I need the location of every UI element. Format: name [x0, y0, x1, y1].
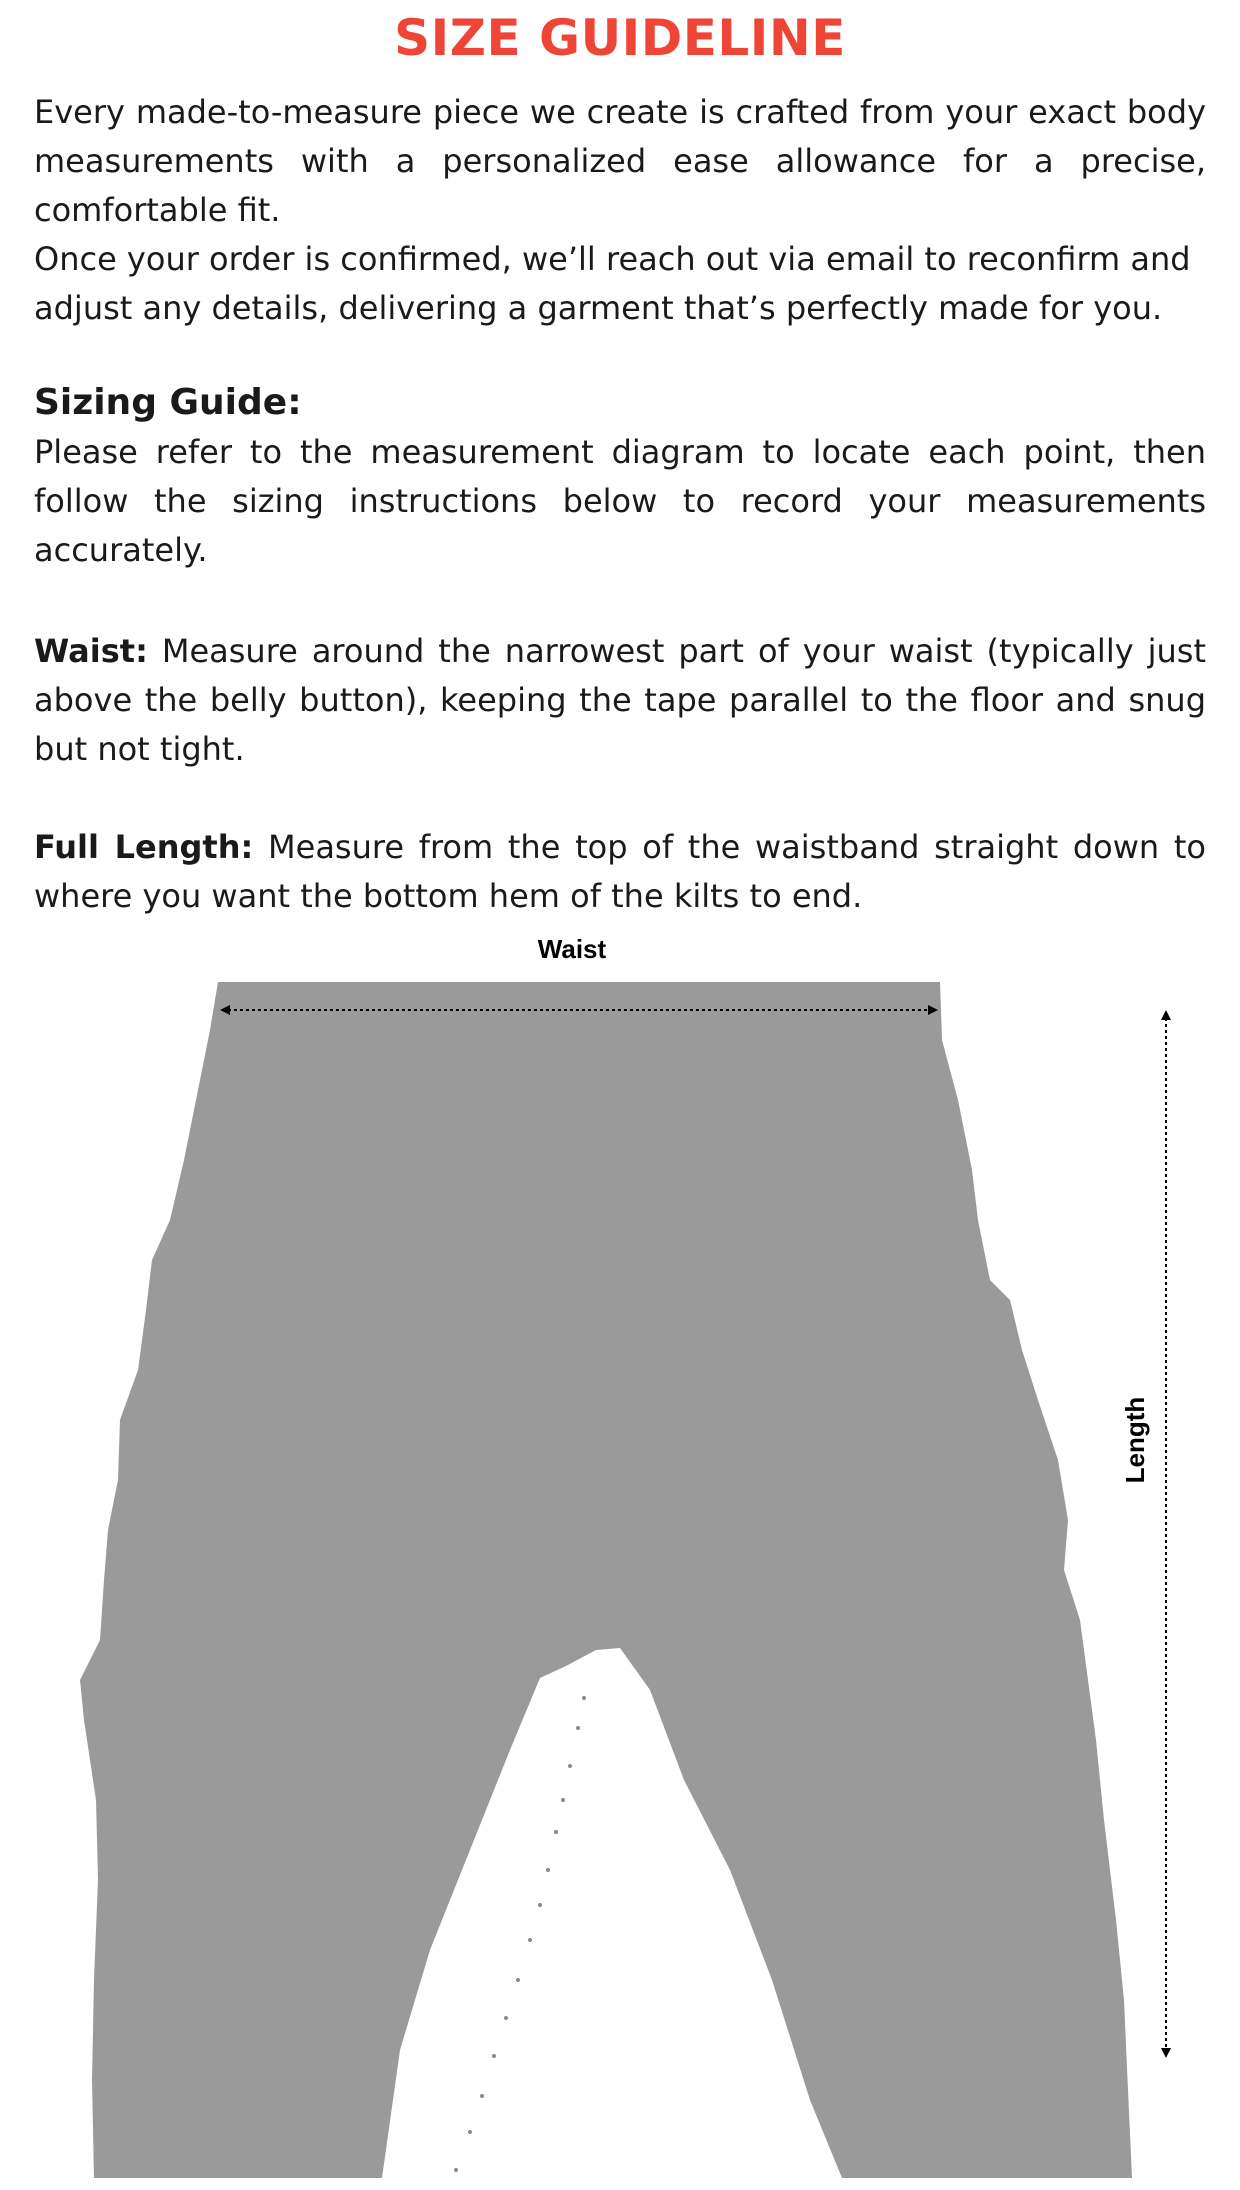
waist-instruction	[34, 627, 1206, 774]
intro-paragraph-1: Every made-to-measure piece we create is crafted from your exact body measurements with a personalized ease allowance for a precise, comfortable fit.	[34, 93, 1206, 229]
waist-instruction-text	[34, 627, 1206, 774]
full-length-instruction-text	[34, 823, 1206, 921]
kilt-silhouette-icon	[80, 982, 1132, 2178]
sizing-guide-body: Please refer to the measurement diagram to locate each point, then follow the sizing instructions below to record your measurements accurately.	[34, 433, 1206, 569]
page-title: SIZE GUIDELINE	[394, 9, 846, 67]
waist-label: Waist	[537, 934, 607, 964]
full-length-instruction-body: Measure from the top of the waistband straight down to where you want the bottom hem of the kilts to end.	[34, 828, 1207, 915]
full-length-instruction	[34, 823, 1206, 921]
waist-instruction-body: Measure around the narrowest part of your waist (typically just above the belly button), keeping the tape parallel to the floor and snug but not tight.	[34, 632, 1207, 768]
sizing-guide-section	[34, 378, 1206, 575]
waist-instruction-label: Waist:	[34, 632, 148, 670]
length-label: Length	[1120, 1396, 1150, 1484]
measurement-diagram	[0, 920, 1240, 2190]
sizing-guide-heading: Sizing Guide:	[34, 382, 302, 423]
full-length-instruction-label: Full Length:	[34, 828, 254, 866]
intro-paragraph-2: Once your order is confirmed, we’ll reach out via email to reconfirm and adjust any details, delivering a garment that’s perfectly made for you.	[34, 240, 1191, 327]
measurement-diagram-svg	[0, 920, 1240, 2190]
intro-section	[34, 88, 1206, 333]
